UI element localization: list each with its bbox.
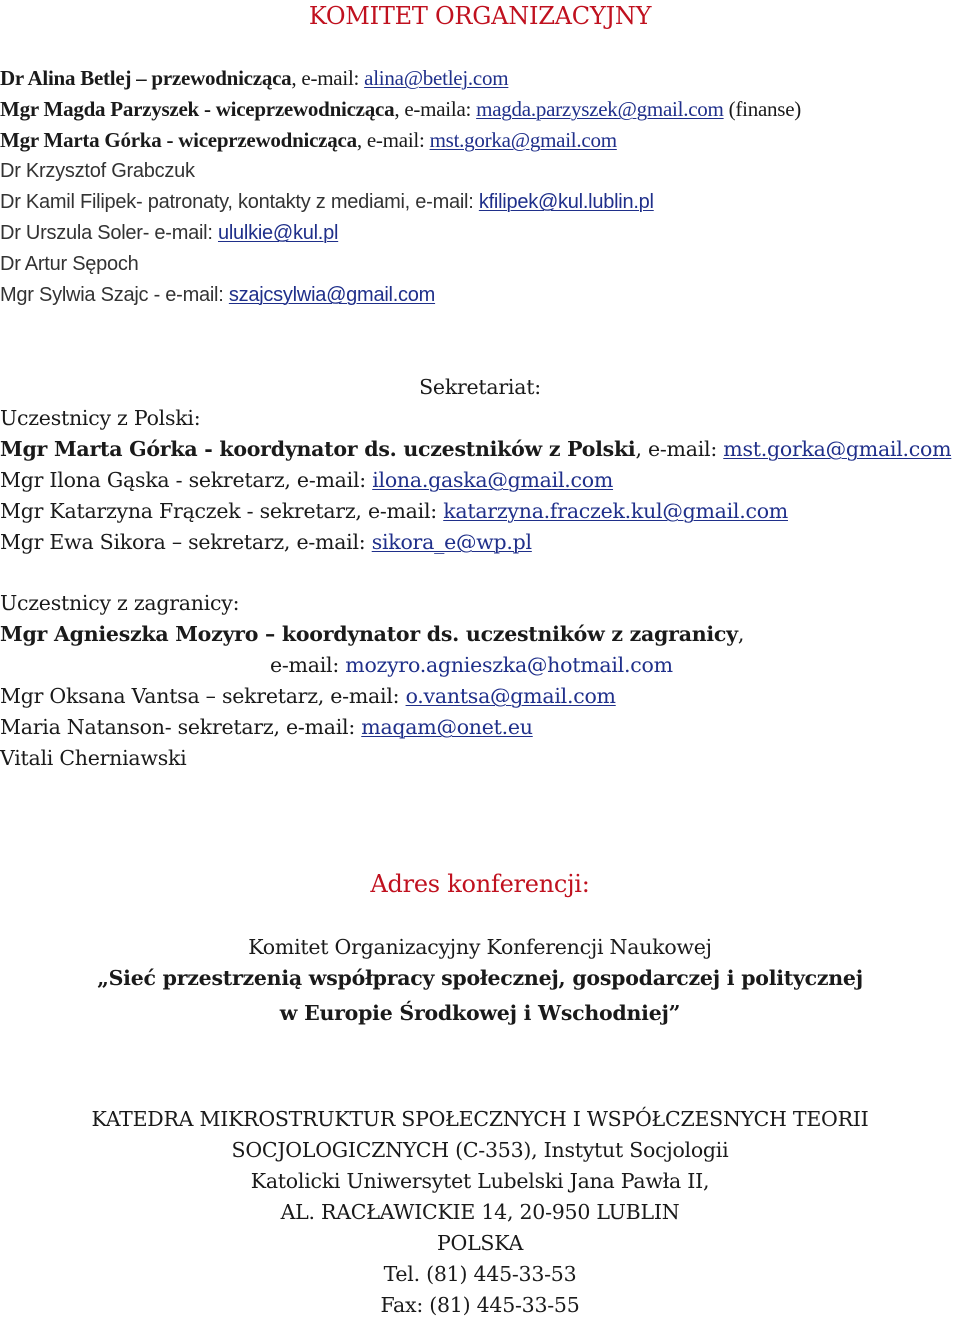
address-heading: Adres konferencji: xyxy=(370,870,590,898)
member-name: Dr Alina Betlej – przewodnicząca xyxy=(0,66,292,90)
email-link[interactable]: katarzyna.fraczek.kul@gmail.com xyxy=(443,499,788,523)
member-note: (finanse) xyxy=(723,97,802,121)
email-label: , e-mail: xyxy=(291,66,365,90)
committee-member xyxy=(0,97,801,121)
address-line: AL. RACŁAWICKIE 14, 20-950 LUBLIN xyxy=(280,1200,680,1224)
email-link[interactable]: alina@betlej.com xyxy=(364,66,509,90)
poland-heading: Uczestnicy z Polski: xyxy=(0,406,201,430)
committee-title: KOMITET ORGANIZACYJNY xyxy=(308,2,652,30)
email-link[interactable]: o.vantsa@gmail.com xyxy=(405,684,616,708)
member-name: Mgr Sylwia Szajc - e-mail: xyxy=(0,284,229,306)
address-line: KATEDRA MIKROSTRUKTUR SPOŁECZNYCH I WSPÓŁCZESNYCH TEORII xyxy=(91,1107,869,1131)
coordinator-name: Mgr Agnieszka Mozyro – koordynator ds. uczestników z zagranicy xyxy=(0,622,738,646)
secretariat-title: Sekretariat: xyxy=(419,375,541,399)
conference-title-line-2: w Europie Środkowej i Wschodniej” xyxy=(279,1001,681,1025)
secretary-text: Mgr Katarzyna Frączek - sekretarz, e-mail: xyxy=(0,499,444,523)
email-label: , e-mail: xyxy=(356,128,430,152)
abroad-heading: Uczestnicy z zagranicy: xyxy=(0,591,240,615)
email-label: , e-maila: xyxy=(394,97,477,121)
committee-member xyxy=(0,221,338,245)
member-name: Dr Urszula Soler- e-mail: xyxy=(0,222,218,244)
address-committee-line: Komitet Organizacyjny Konferencji Naukowej xyxy=(248,935,712,959)
secretary-text: Mgr Ilona Gąska - sekretarz, e-mail: xyxy=(0,468,373,492)
secretary-text: Mgr Ewa Sikora – sekretarz, e-mail: xyxy=(0,530,372,554)
address-fax: Fax: (81) 445-33-55 xyxy=(380,1293,580,1317)
coordinator-punct: , xyxy=(737,622,745,646)
address-line: SOCJOLOGICZNYCH (C-353), Instytut Socjologii xyxy=(231,1138,729,1162)
secretary-row xyxy=(0,499,788,523)
secretary-row xyxy=(0,684,616,708)
address-phone: Tel. (81) 445-33-53 xyxy=(383,1262,577,1286)
member-name: Mgr Magda Parzyszek - wiceprzewodnicząca xyxy=(0,97,395,121)
abroad-coordinator-email xyxy=(270,653,673,677)
committee-member xyxy=(0,252,139,276)
address-line: POLSKA xyxy=(436,1231,524,1255)
poland-coordinator xyxy=(0,437,951,461)
member-name: Dr Artur Sępoch xyxy=(0,253,139,275)
member-name: Mgr Marta Górka - wiceprzewodnicząca xyxy=(0,128,357,152)
secretary-row xyxy=(0,746,186,770)
conference-title-line-1: „Sieć przestrzenią współpracy społecznej, gospodarczej i politycznej xyxy=(97,966,863,990)
email-link[interactable]: maqam@onet.eu xyxy=(361,715,533,739)
committee-member xyxy=(0,128,617,152)
email-label: , e-mail: xyxy=(635,437,724,461)
member-name: Dr Kamil Filipek- patronaty, kontakty z mediami, e-mail: xyxy=(0,191,479,213)
email-link[interactable]: ululkie@kul.pl xyxy=(217,222,339,244)
member-name: Dr Krzysztof Grabczuk xyxy=(0,160,195,182)
coordinator-name: Mgr Marta Górka - koordynator ds. uczestników z Polski xyxy=(0,437,636,461)
email-link[interactable]: ilona.gaska@gmail.com xyxy=(372,468,614,492)
email-link[interactable]: mozyro.agnieszka@hotmail.com xyxy=(345,653,673,677)
email-link[interactable]: szajcsylwia@gmail.com xyxy=(228,284,436,306)
secretary-text: Maria Natanson- sekretarz, e-mail: xyxy=(0,715,362,739)
secretary-row xyxy=(0,715,533,739)
email-link[interactable]: mst.gorka@gmail.com xyxy=(723,437,952,461)
email-label: e-mail: xyxy=(270,653,346,677)
address-line: Katolicki Uniwersytet Lubelski Jana Pawła II, xyxy=(250,1169,710,1193)
email-link[interactable]: sikora_e@wp.pl xyxy=(371,530,532,554)
email-link[interactable]: magda.parzyszek@gmail.com xyxy=(476,97,724,121)
committee-member xyxy=(0,66,508,90)
email-link[interactable]: kfilipek@kul.lublin.pl xyxy=(478,191,654,213)
secretary-row xyxy=(0,468,613,492)
secretary-text: Mgr Oksana Vantsa – sekretarz, e-mail: xyxy=(0,684,406,708)
secretary-row xyxy=(0,530,532,554)
committee-member xyxy=(0,159,195,183)
abroad-coordinator xyxy=(0,622,744,646)
committee-member xyxy=(0,283,435,307)
secretary-text: Vitali Cherniawski xyxy=(0,746,187,770)
email-link[interactable]: mst.gorka@gmail.com xyxy=(429,128,617,152)
committee-member xyxy=(0,190,654,214)
